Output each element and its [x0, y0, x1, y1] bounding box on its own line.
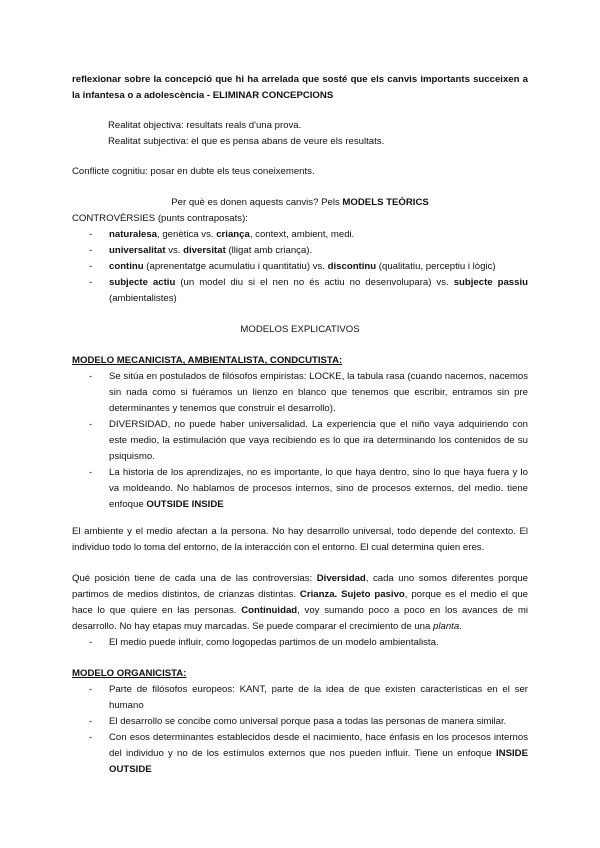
emphasis: Continuidad — [241, 605, 298, 616]
text: (lligat amb criança). — [225, 245, 313, 256]
bullet: - — [89, 732, 93, 743]
term-b: discontinu — [327, 261, 377, 272]
text: , cada uno somos diferentes porque partimos de medios distintos, de crianzas distintas. — [72, 573, 528, 600]
realitat-subjectiva: Realitat subjectiva: el que es pensa abans de veure els resultats. — [108, 136, 385, 147]
controversies-list — [72, 227, 528, 307]
emphasis: Crianza. Sujeto pasivo — [299, 589, 405, 600]
text: Con esos determinantes establecidos desde el nacimiento, hace énfasis en los procesos internos del individuo y no de los estímulos externos que nos pueden influir. Tiene un enfoque — [109, 732, 528, 759]
term-b: subjecte passiu — [453, 277, 529, 288]
text: La historia de los aprendizajes, no es importante, lo que haya dentro, sino lo que haya fuera y lo va moldeando. No hablamos de procesos internos, sino de procesos externos, del medio. tiene enfoque — [109, 467, 528, 510]
list-item — [72, 714, 528, 730]
list-item — [72, 730, 528, 778]
list-item — [72, 227, 528, 243]
text: (qualitatiu, perceptiu i lògic) — [376, 261, 496, 272]
term-a: continu — [109, 261, 144, 272]
question-text: Per què es donen aquests canvis? Pels — [171, 197, 343, 208]
modelos-heading: MODELOS EXPLICATIVOS — [240, 324, 360, 335]
intro-text: reflexionar sobre la concepció que hi ha arrelada que sosté que els canvis importants succeixen a la infantesa o a adolescència - — [72, 74, 528, 101]
bullet: - — [89, 716, 93, 727]
list-item — [72, 243, 528, 259]
bullet: - — [89, 277, 93, 288]
text: DIVERSIDAD, no puede haber universalidad. La experiencia que el niño vaya adquiriendo con este medio, la estimulación que vaya recibiendo es lo que ira determinando los contenidos de su psiquismo. — [109, 419, 528, 462]
organicista-list — [72, 682, 528, 778]
list-item — [72, 259, 528, 275]
conflicte-cognitiu: Conflicte cognitiu: posar en dubte els teus coneixements. — [72, 166, 315, 177]
bullet: - — [89, 419, 93, 430]
bullet: - — [89, 371, 93, 382]
organicista-heading — [72, 666, 528, 682]
bullet: - — [89, 245, 93, 256]
text: , genètica vs. — [157, 229, 217, 240]
text: . — [459, 621, 462, 632]
organicista-heading-text: MODELO ORGANICISTA: — [72, 668, 187, 679]
bullet: - — [89, 229, 93, 240]
text: (ambientalistes) — [109, 293, 177, 304]
text: (un model diu si el nen no és actiu no desenvolupara) vs. — [175, 277, 454, 288]
term-a: naturalesa — [109, 229, 157, 240]
term-b: criança — [216, 229, 250, 240]
text: Qué posición tiene de cada una de las controversias: — [72, 573, 317, 584]
text: (aprenentatge acumulatiu i quantitatiu) vs. — [143, 261, 328, 272]
bullet: - — [89, 684, 93, 695]
intro-paragraph — [72, 72, 528, 104]
text: El desarrollo se concibe como universal porque pasa a todas las personas de manera similar. — [109, 716, 507, 727]
italic-word: planta — [433, 621, 460, 632]
list-item — [72, 417, 528, 465]
term-a: universalitat — [109, 245, 166, 256]
mecanicista-heading — [72, 353, 528, 369]
posicion-paragraph — [72, 571, 528, 635]
emphasis: INSIDE OUTSIDE — [109, 748, 528, 775]
bullet: - — [89, 261, 93, 272]
question-emphasis: MODELS TEÒRICS — [342, 197, 429, 208]
term-a: subjecte actiu — [109, 277, 176, 288]
list-item — [72, 635, 528, 651]
list-item — [72, 275, 528, 307]
term-b: diversitat — [183, 245, 226, 256]
text: Parte de filósofos europeos: KANT, parte de la idea de que existen características en el ser humano — [109, 684, 528, 711]
text: , porque es el medio el que hace lo que quiere en las personas. — [72, 589, 528, 616]
controversies-heading: CONTROVÈRSIES (punts contraposats): — [72, 213, 248, 224]
text: El medio puede influir, como logopedas partimos de un modelo ambientalista. — [109, 637, 439, 648]
mecanicista-heading-text: MODELO MECANICISTA, AMBIENTALISTA, CONDCUTISTA: — [72, 355, 343, 366]
bullet: - — [89, 637, 93, 648]
list-item — [72, 682, 528, 714]
text: , context, ambient, medi. — [249, 229, 355, 240]
mecanicista-list — [72, 369, 528, 513]
emphasis: OUTSIDE INSIDE — [146, 499, 224, 510]
list-item — [72, 369, 528, 417]
section-question — [72, 195, 528, 211]
text: Se sitúa en postulados de filósofos empiristas: LOCKE, la tabula rasa (cuando nacemos, nacemos sin nada como si fuéramos un lienzo en blanco que tenemos que escribir, entramos sin pre determinantes y tenemos que construir el desarrollo). — [109, 371, 528, 414]
text: , voy sumando poco a poco en los avances de mi desarrollo. No hay etapas muy marcadas. Se puede comparar el crecimiento de una — [72, 605, 528, 632]
posicion-list — [72, 635, 528, 651]
text: vs. — [165, 245, 184, 256]
realitat-objectiva: Realitat objectiva: resultats reals d'una prova. — [108, 120, 302, 131]
intro-emphasis: ELIMINAR CONCEPCIONS — [212, 90, 334, 101]
emphasis: Diversidad — [316, 573, 366, 584]
bullet: - — [89, 467, 93, 478]
list-item — [72, 465, 528, 513]
ambiente-paragraph: El ambiente y el medio afectan a la persona. No hay desarrollo universal, todo depende del contexto. El individuo todo lo toma del entorno, de la interacción con el entorno. El cual determina quien eres. — [72, 526, 528, 553]
